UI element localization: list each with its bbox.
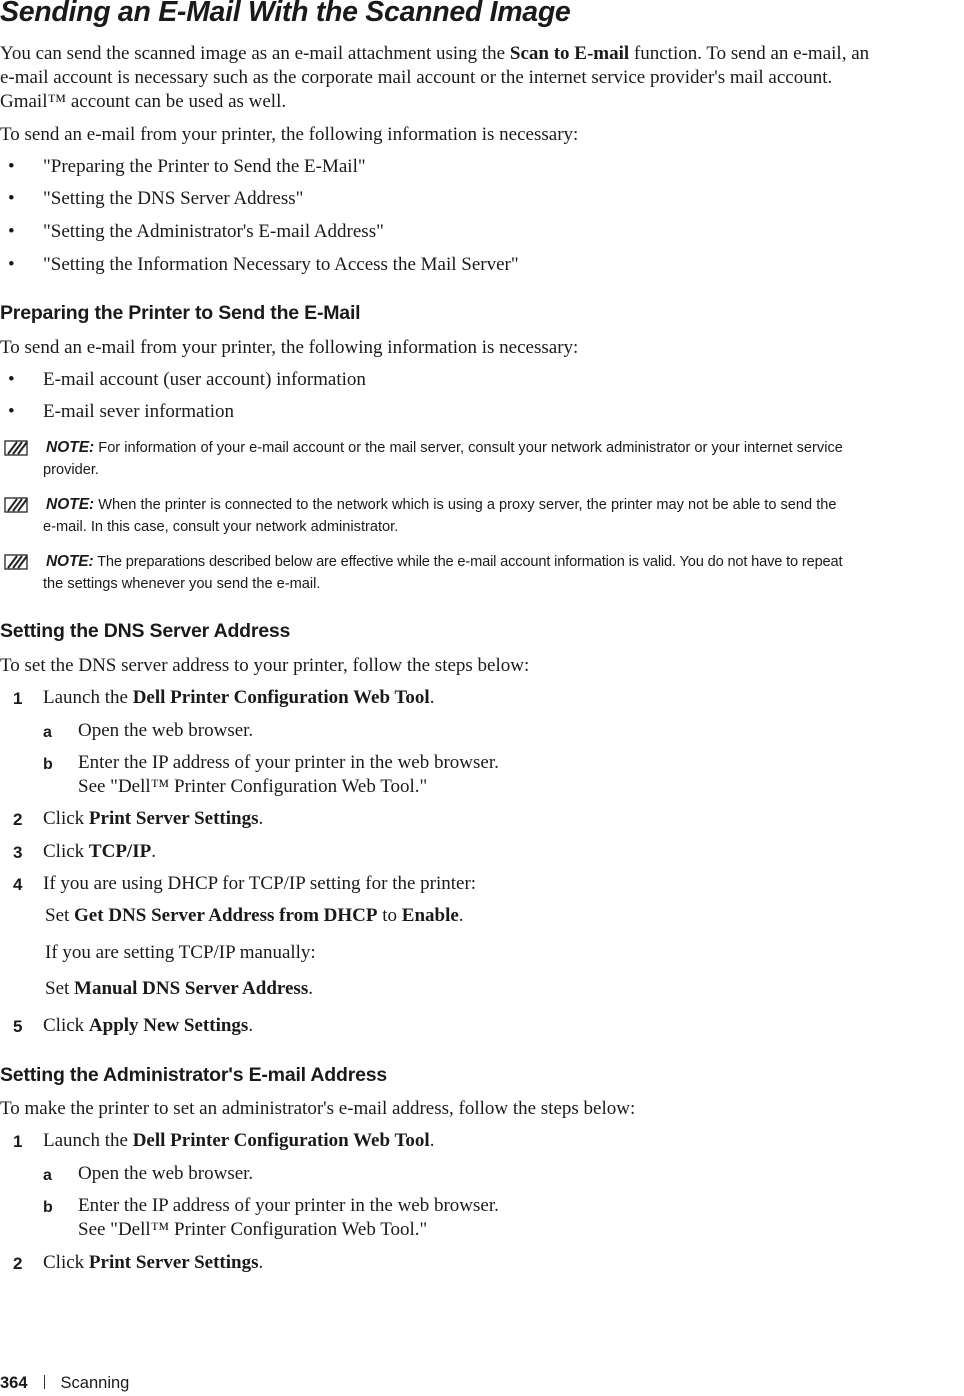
intro-paragraph-line3: Gmail™ account can be used as well. (0, 91, 287, 112)
footer-divider (44, 1375, 45, 1389)
step-detail: If you are setting TCP/IP manually: (45, 942, 316, 963)
section-heading-preparing: Preparing the Printer to Send the E-Mail (0, 302, 361, 324)
section-heading-dns: Setting the DNS Server Address (0, 620, 291, 642)
note-pencil-icon (4, 439, 30, 457)
step-detail: Set Get DNS Server Address from DHCP to Enable. (45, 905, 464, 926)
section-paragraph: To make the printer to set an administrator's e-mail address, follow the steps below: (0, 1098, 636, 1119)
page-number: 364 (0, 1374, 28, 1392)
intro-paragraph-line1: You can send the scanned image as an e-mail attachment using the Scan to E-mail function. To send an e-mail, an (0, 43, 870, 64)
section-paragraph: To set the DNS server address to your printer, follow the steps below: (0, 655, 530, 676)
intro-paragraph-line2: e-mail account is necessary such as the corporate mail account or the internet service provider's mail account. (0, 67, 833, 88)
section-heading-admin: Setting the Administrator's E-mail Address (0, 1064, 388, 1086)
page-footer (0, 1374, 129, 1393)
footer-section-name: Scanning (60, 1374, 130, 1392)
sub-step-line2: See "Dell™ Printer Configuration Web Tool." (78, 1219, 428, 1240)
note-pencil-icon (4, 553, 30, 571)
sub-step-line2: See "Dell™ Printer Configuration Web Tool." (78, 776, 428, 797)
section-paragraph: To send an e-mail from your printer, the following information is necessary: (0, 337, 579, 358)
note-pencil-icon (4, 496, 30, 514)
page-title: Sending an E-Mail With the Scanned Image (0, 0, 571, 28)
step-detail: Set Manual DNS Server Address. (45, 978, 313, 999)
intro-paragraph-2: To send an e-mail from your printer, the following information is necessary: (0, 124, 579, 145)
